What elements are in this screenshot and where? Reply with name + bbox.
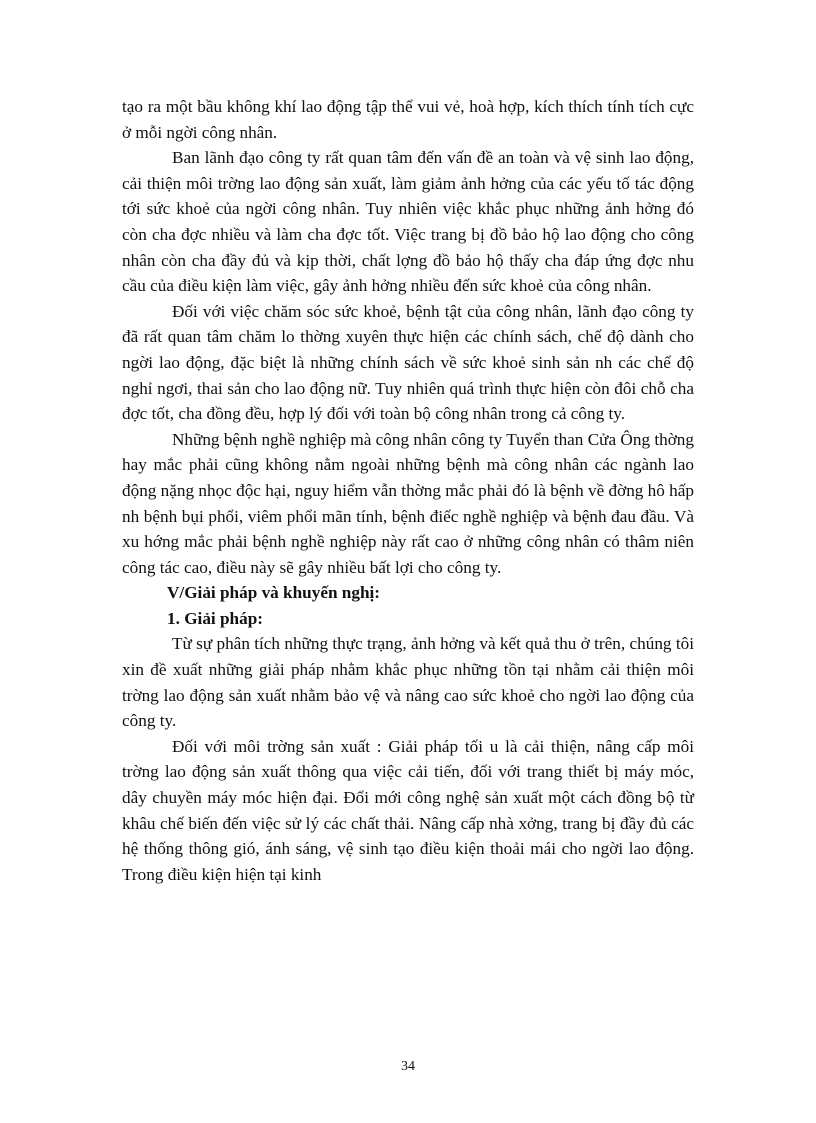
paragraph-occupational-diseases: Những bệnh nghề nghiệp mà công nhân công ty Tuyển than Cửa Ông thờng hay mắc phải cũng không nằm ngoài những bệnh mà công nhân các ngành lao động nặng nhọc độc hại, nguy hiểm vẫn thờng mắc phải đó là bệnh về đờng hô hấp nh bệnh bụi phổi, viêm phổi mãn tính, bệnh điếc nghề nghiệp và bệnh đau đầu. Và xu hớng mắc phải bệnh nghề nghiệp này rất cao ở những công nhân có thâm niên công tác cao, điều này sẽ gây nhiều bất lợi cho công ty. — [122, 429, 694, 577]
document-page — [122, 94, 694, 887]
subsection-heading: 1. Giải pháp: — [167, 608, 263, 628]
page-number: 34 — [401, 1059, 415, 1074]
paragraph-proposal-intro: Từ sự phân tích những thực trạng, ảnh hởng và kết quả thu ở trên, chúng tôi xin đề xuất những giải pháp nhằm khắc phục những tồn tại nhằm cải thiện môi trờng lao động sản xuất nhằm bảo vệ và nâng cao sức khoẻ cho ngời lao động của công ty. — [122, 634, 694, 731]
section-heading: V/Giải pháp và khuyến nghị: — [167, 583, 381, 603]
paragraph-health-care: Đối với việc chăm sóc sức khoẻ, bệnh tật của công nhân, lãnh đạo công ty đã rất quan tâm chăm lo thờng xuyên thực hiện các chính sách, chế độ dành cho ngời lao động, đặc biệt là những chính sách về sức khoẻ sinh sản nh các chế độ nghỉ ngơi, thai sản cho lao động nữ. Tuy nhiên quá trình thực hiện còn đôi chỗ cha đợc tốt, cha đồng đều, hợp lý đối với toàn bộ công nhân trong cả công ty. — [122, 301, 694, 424]
paragraph-safety-hygiene: Ban lãnh đạo công ty rất quan tâm đến vấn đề an toàn và vệ sinh lao động, cải thiện môi trờng lao động sản xuất, làm giảm ảnh hởng của các yếu tố tác động tới sức khoẻ của ngời công nhân. Tuy nhiên việc khắc phục những ảnh hởng đó còn cha đợc nhiều và làm cha đợc tốt. Việc trang bị đồ bảo hộ lao động cho công nhân còn cha đầy đủ và kịp thời, chất lợng đồ bảo hộ thấy cha đáp ứng đợc nhu cầu của điều kiện làm việc, gây ảnh hởng nhiều đến sức khoẻ của công nhân. — [122, 148, 694, 296]
paragraph-continuation: tạo ra một bầu không khí lao động tập thể vui vẻ, hoà hợp, kích thích tính tích cực ở mỗi ngời công nhân. — [122, 97, 694, 142]
paragraph-production-environment: Đối với môi trờng sản xuất : Giải pháp tối u là cải thiện, nâng cấp môi trờng lao động sản xuất thông qua việc cải tiến, đối với trang thiết bị máy móc, dây chuyền máy móc hiện đại. Đổi mới công nghệ sản xuất một cách đồng bộ từ khâu chế biến đến việc sử lý các chất thải. Nâng cấp nhà xởng, trang bị đầy đủ các hệ thống thông gió, ánh sáng, vệ sinh tạo điều kiện thoải mái cho ngời lao động. Trong điều kiện hiện tại kinh — [122, 736, 694, 884]
